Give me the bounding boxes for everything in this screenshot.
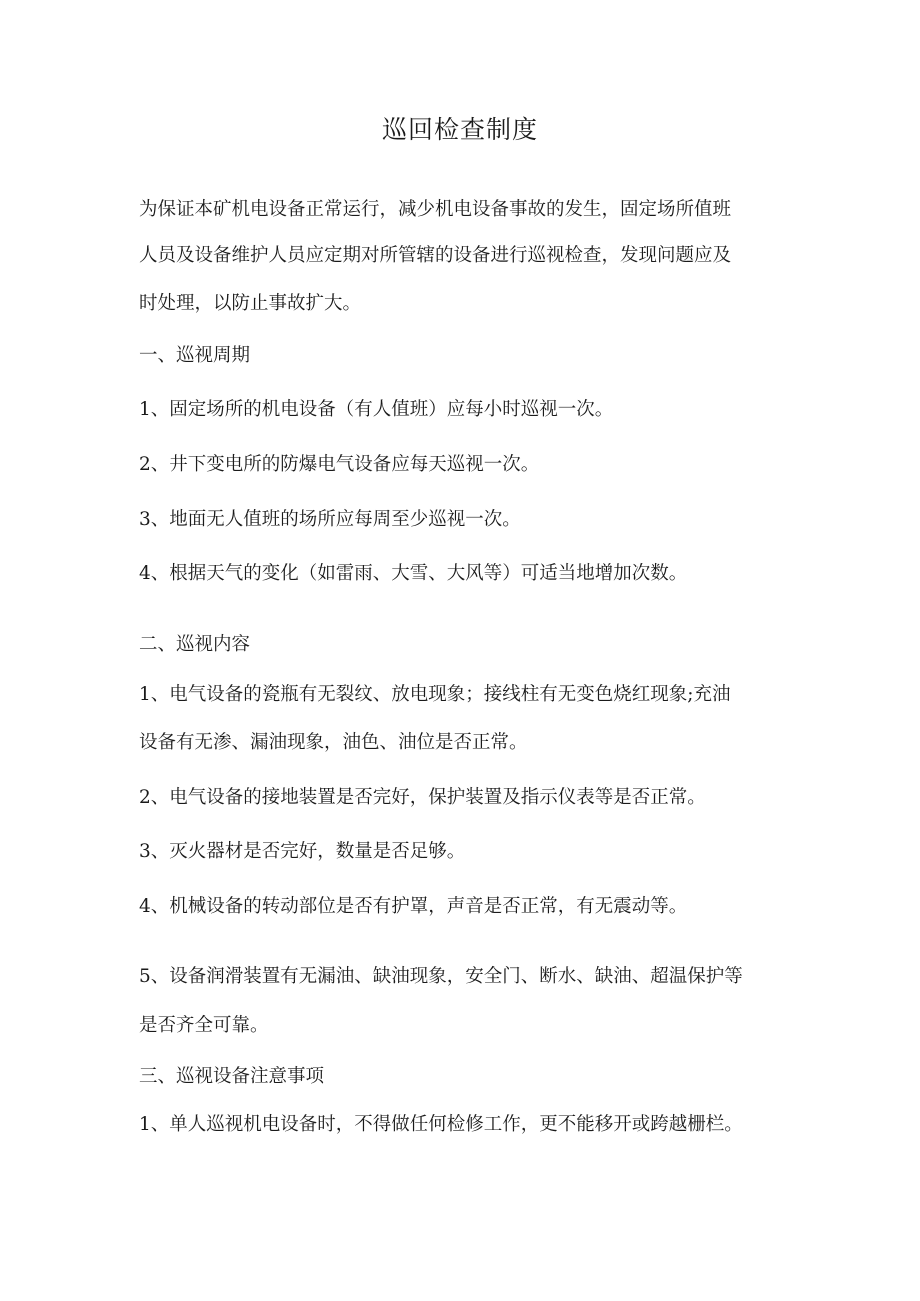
- intro-line-2: 人员及设备维护人员应定期对所管辖的设备进行巡视检查，发现问题应及: [139, 245, 732, 266]
- section1-heading: 一、巡视周期: [139, 345, 251, 366]
- section1-item-3: 3、地面无人值班的场所应每周至少巡视一次。: [139, 509, 521, 530]
- document-title: 巡回检查制度: [381, 115, 538, 144]
- section2-item-3: 3、灭火器材是否完好，数量是否足够。: [139, 841, 466, 862]
- section2-item-5-line-2: 是否齐全可靠。: [139, 1015, 269, 1036]
- section2-item-5-line-1: 5、设备润滑装置有无漏油、缺油现象，安全门、断水、缺油、超温保护等: [139, 966, 743, 987]
- section2-heading: 二、巡视内容: [139, 634, 251, 655]
- section2-item-1-line-2: 设备有无渗、漏油现象，油色、油位是否正常。: [139, 732, 528, 753]
- section1-item-1: 1、固定场所的机电设备（有人值班）应每小时巡视一次。: [139, 399, 614, 420]
- section1-item-4: 4、根据天气的变化（如雷雨、大雪、大风等）可适当地增加次数。: [139, 563, 688, 584]
- intro-line-3: 时处理，以防止事故扩大。: [139, 293, 362, 314]
- section1-item-2: 2、井下变电所的防爆电气设备应每天巡视一次。: [139, 454, 540, 475]
- section3-item-1: 1、单人巡视机电设备时，不得做任何检修工作，更不能移开或跨越栅栏。: [139, 1114, 743, 1135]
- section2-item-4: 4、机械设备的转动部位是否有护罩，声音是否正常，有无震动等。: [139, 896, 688, 917]
- intro-line-1: 为保证本矿机电设备正常运行，减少机电设备事故的发生，固定场所值班: [139, 199, 732, 220]
- section2-item-1-line-1: 1、电气设备的瓷瓶有无裂纹、放电现象；接线柱有无变色烧红现象;充油: [139, 684, 731, 705]
- section2-item-2: 2、电气设备的接地装置是否完好，保护装置及指示仪表等是否正常。: [139, 787, 706, 808]
- section3-heading: 三、巡视设备注意事项: [139, 1066, 325, 1087]
